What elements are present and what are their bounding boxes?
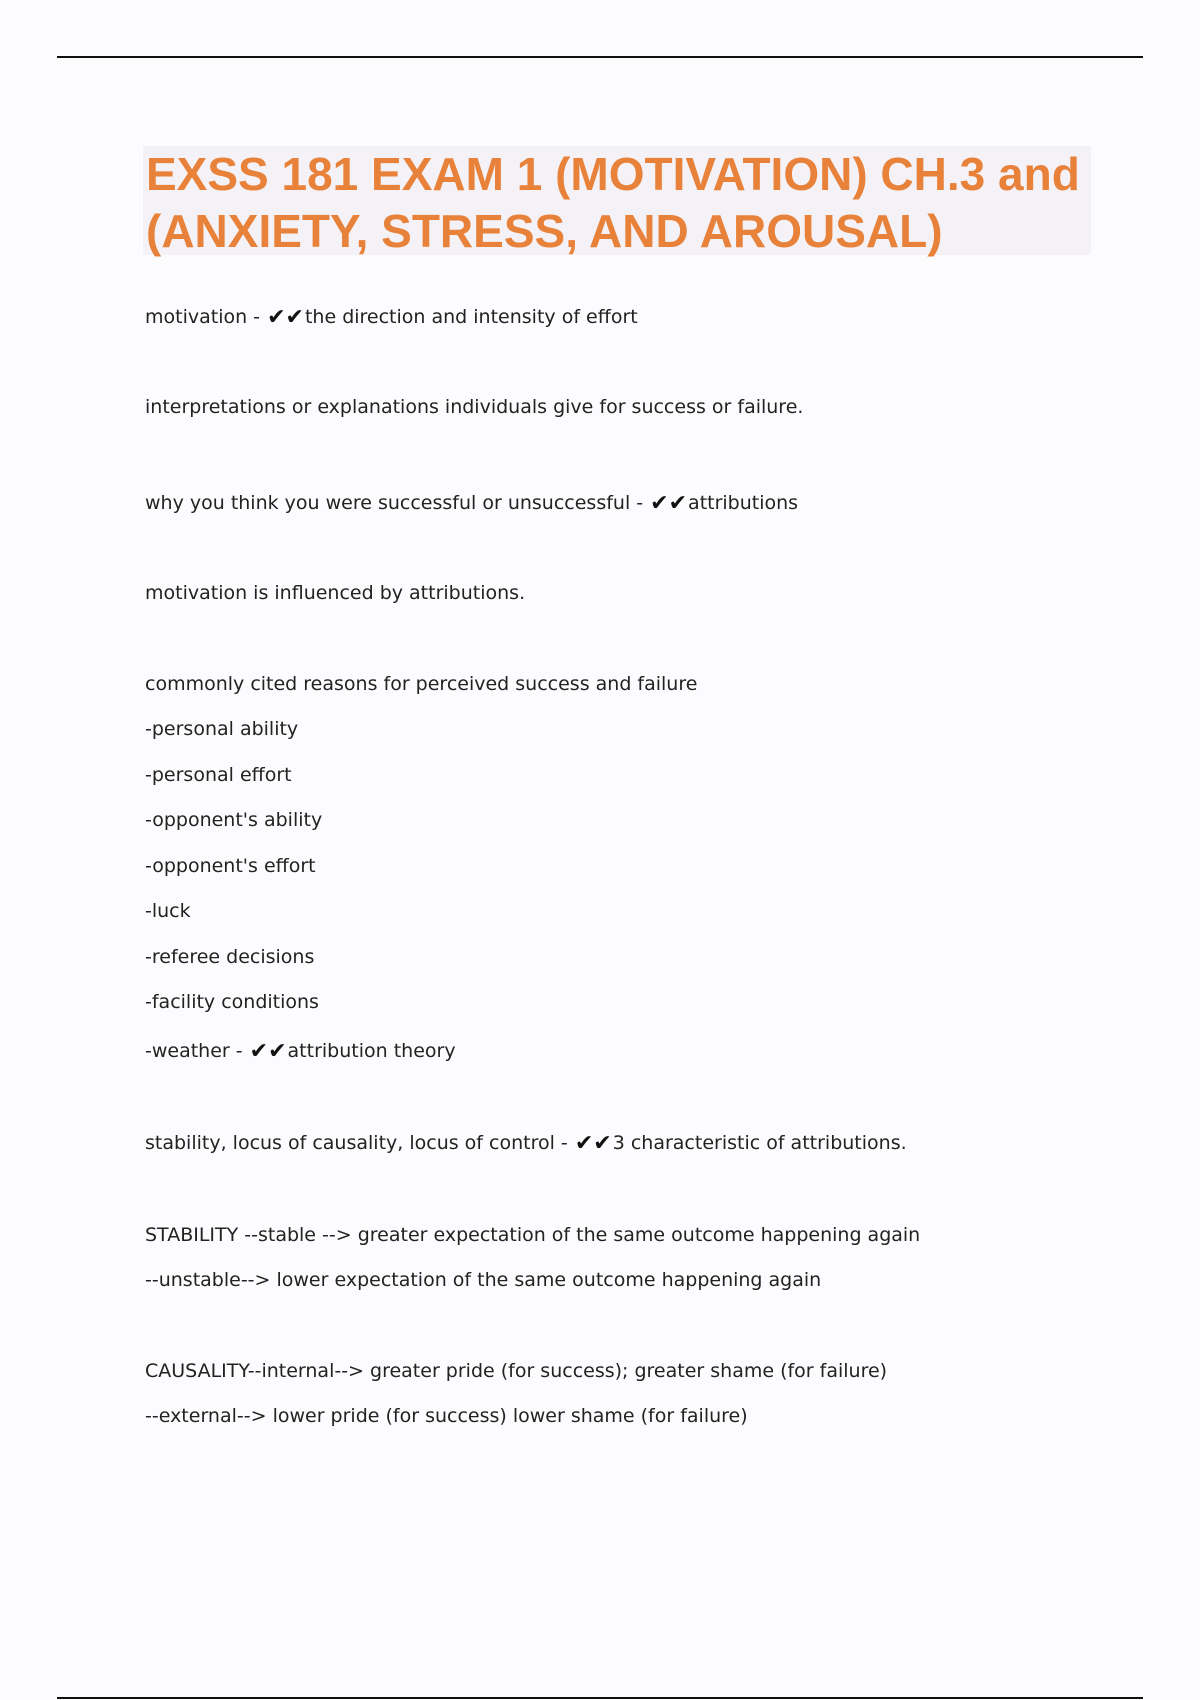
top-rule <box>57 56 1143 58</box>
term: stability, locus of causality, locus of control - <box>145 1132 574 1154</box>
definition: 3 characteristic of attributions. <box>612 1132 907 1154</box>
qa-weather <box>145 1039 456 1064</box>
causality-line-1: CAUSALITY--internal--> greater pride (for success); greater shame (for failure) <box>145 1360 888 1382</box>
reason-item: -opponent's effort <box>145 855 316 877</box>
text-influenced: motivation is influenced by attributions. <box>145 582 526 604</box>
term: -weather - <box>145 1040 249 1062</box>
causality-line-2: --external--> lower pride (for success) lower shame (for failure) <box>145 1405 748 1427</box>
text-interpretations: interpretations or explanations individuals give for success or failure. <box>145 396 804 418</box>
reason-item: -personal ability <box>145 718 299 740</box>
qa-stability-locus <box>145 1131 907 1156</box>
stability-line-2: --unstable--> lower expectation of the same outcome happening again <box>145 1269 822 1291</box>
double-check-icon: ✔✔ <box>267 305 304 330</box>
term: motivation - <box>145 306 267 328</box>
bottom-rule <box>57 1697 1143 1699</box>
reason-item: -facility conditions <box>145 991 319 1013</box>
reason-item: -personal effort <box>145 764 292 786</box>
stability-line-1: STABILITY --stable --> greater expectation of the same outcome happening again <box>145 1224 921 1246</box>
reason-item: -opponent's ability <box>145 809 323 831</box>
document-title: EXSS 181 EXAM 1 (MOTIVATION) CH.3 and (ANXIETY, STRESS, AND AROUSAL) <box>146 148 1080 257</box>
definition: attributions <box>688 492 799 514</box>
qa-why-think <box>145 491 798 516</box>
double-check-icon: ✔✔ <box>650 491 688 516</box>
definition: the direction and intensity of effort <box>304 306 638 328</box>
reason-item: -referee decisions <box>145 946 315 968</box>
definition: attribution theory <box>287 1040 456 1062</box>
double-check-icon: ✔✔ <box>249 1039 287 1064</box>
reasons-heading: commonly cited reasons for perceived success and failure <box>145 673 698 695</box>
double-check-icon: ✔✔ <box>574 1131 612 1156</box>
qa-motivation <box>145 305 638 330</box>
term: why you think you were successful or unsuccessful - <box>145 492 650 514</box>
reason-item: -luck <box>145 900 191 922</box>
